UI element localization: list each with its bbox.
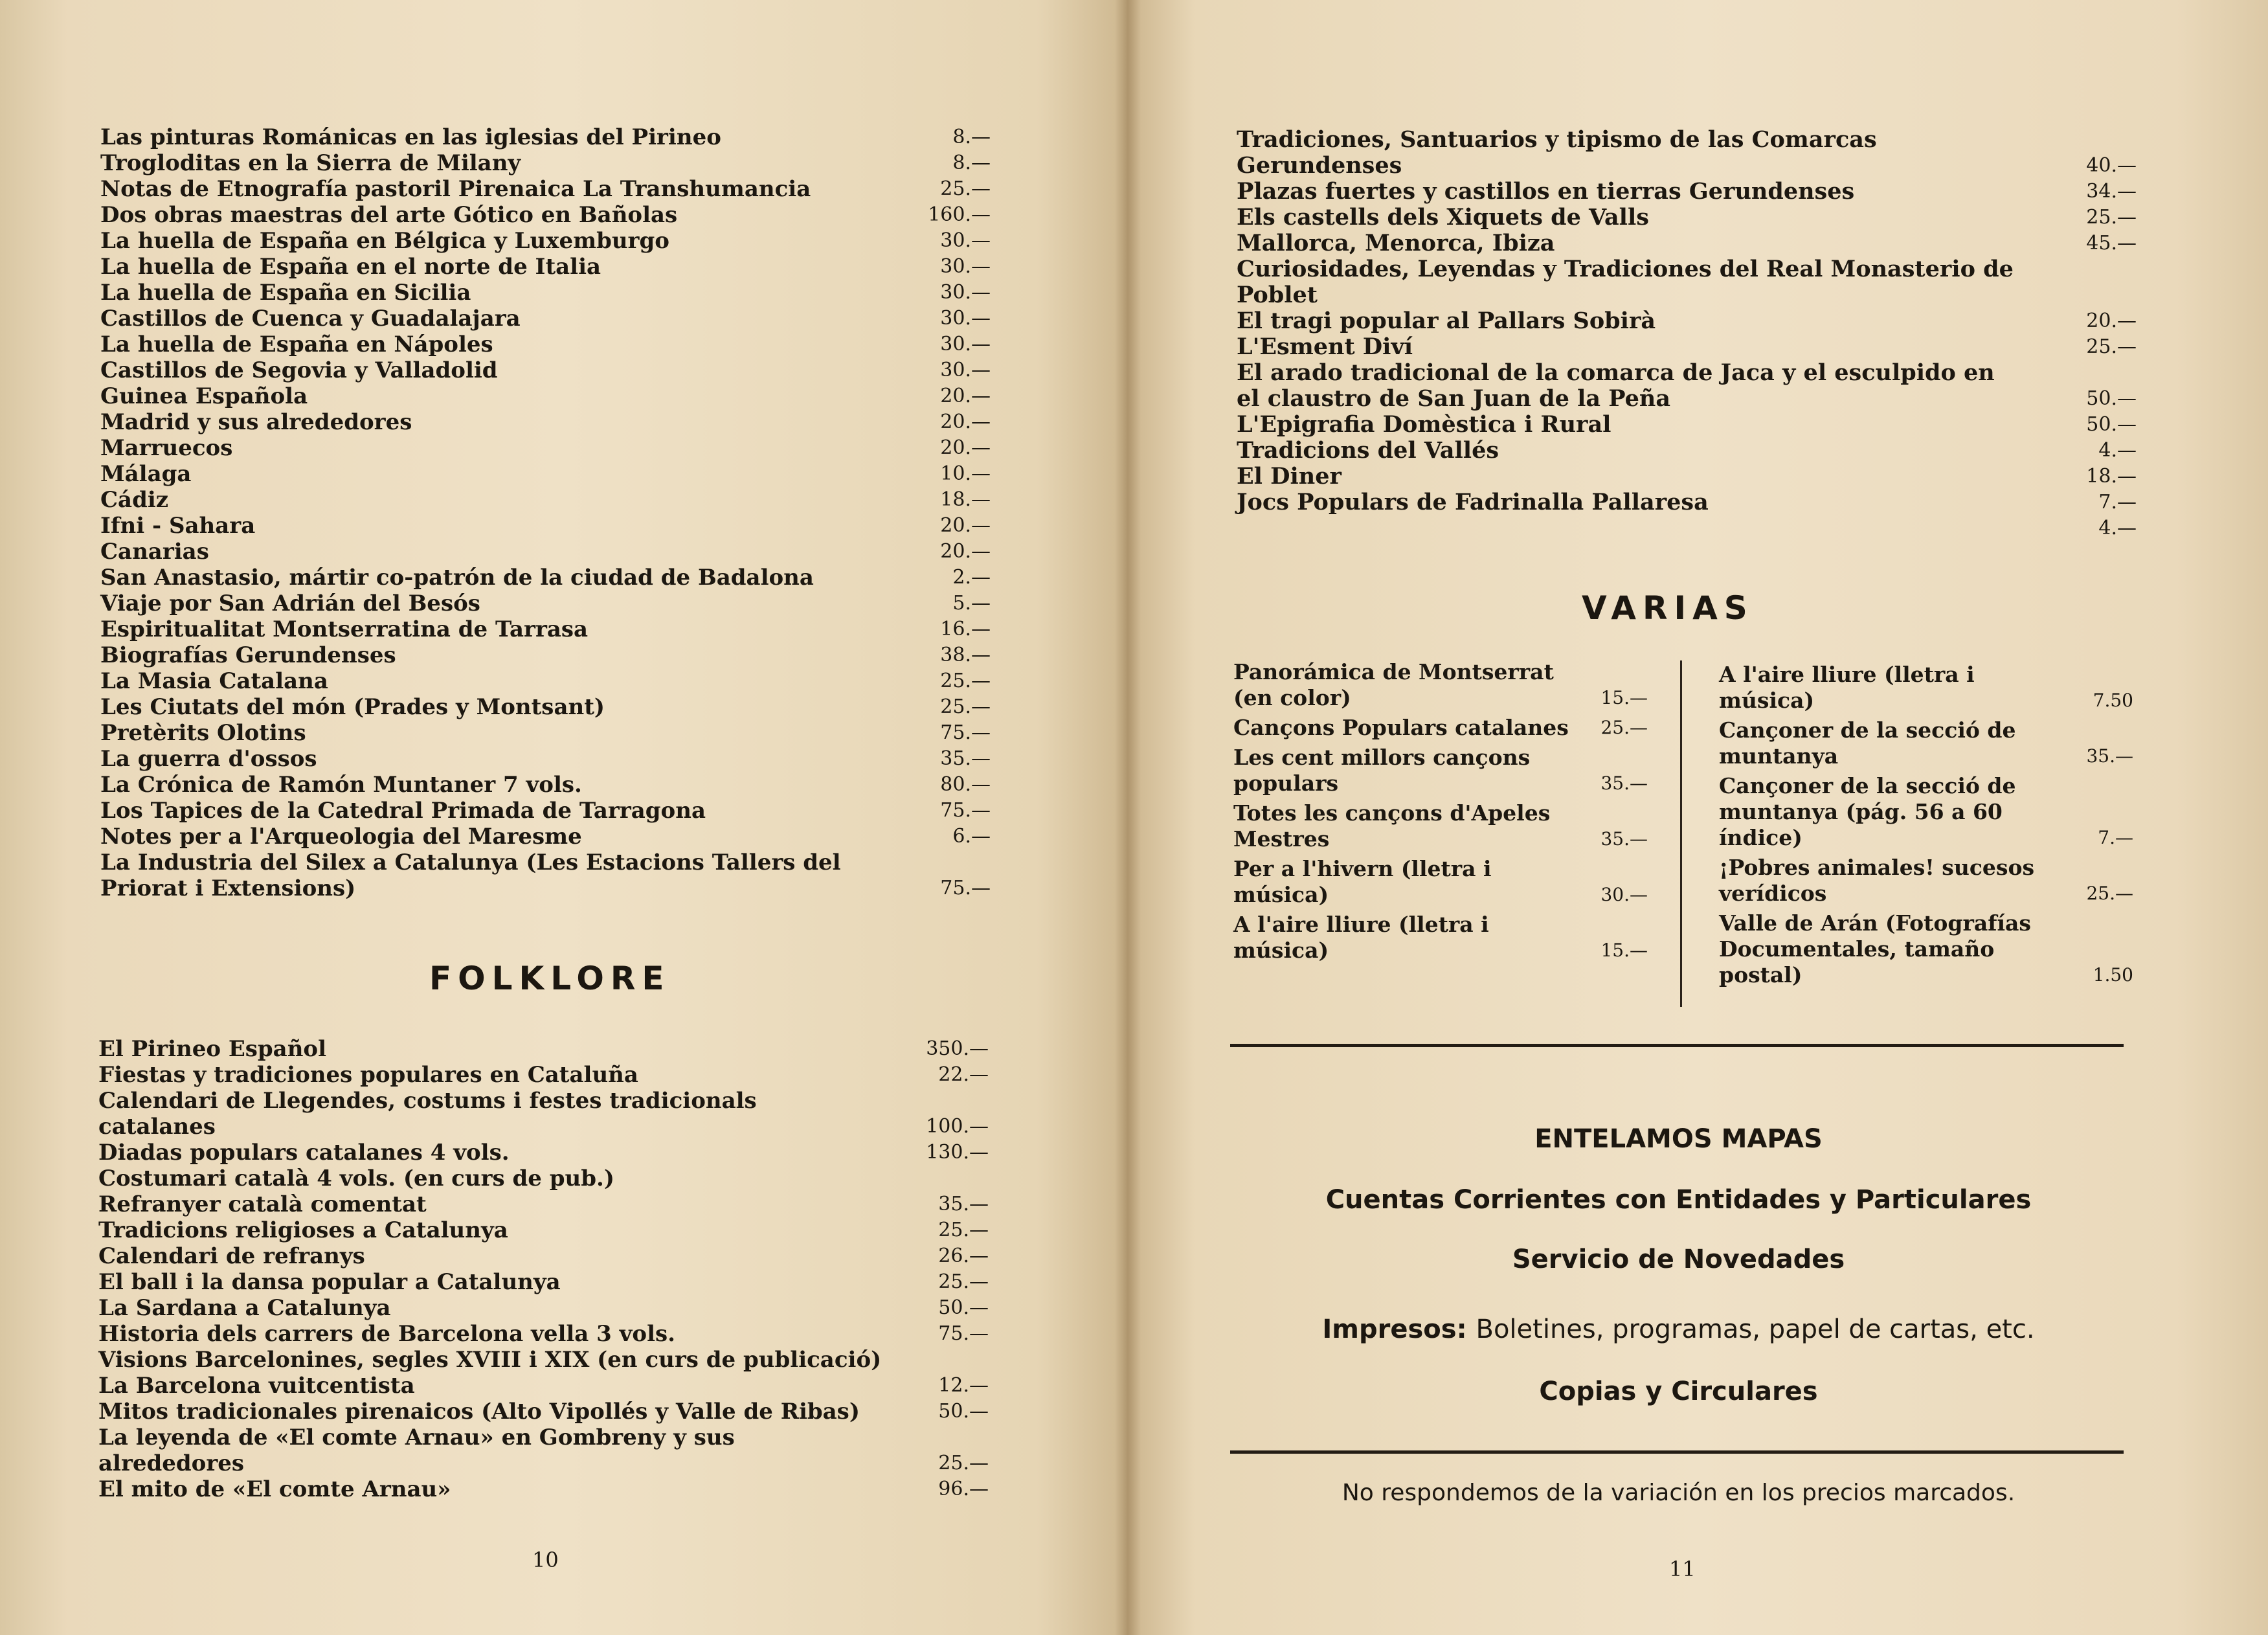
entry-title: Los Tapices de la Catedral Primada de Tarragona xyxy=(100,798,706,824)
varias-entry xyxy=(1233,715,1648,741)
entry-title: Jocs Populars de Fadrinalla Pallaresa xyxy=(1237,489,1709,515)
catalog-entry xyxy=(98,1321,989,1347)
catalog-entry xyxy=(98,1347,989,1373)
entry-price: 40.— xyxy=(2086,154,2137,177)
book-gutter xyxy=(1115,0,1141,1635)
entry-price: 30.— xyxy=(940,333,991,355)
entry-title: El tragi popular al Pallars Sobirà xyxy=(1237,308,1656,334)
entry-title: La huella de España en el norte de Italia xyxy=(100,254,601,280)
entry-price: 7.— xyxy=(2098,491,2137,513)
entry-title: Totes les cançons d'Apeles Mestres xyxy=(1233,800,1551,851)
entry-price: 25.— xyxy=(940,670,991,692)
entry-title: Viaje por San Adrián del Besós xyxy=(100,591,480,616)
entry-title: La huella de España en Nápoles xyxy=(100,332,493,357)
entry-price: 75.— xyxy=(940,877,991,899)
catalog-entry xyxy=(100,461,991,487)
entry-price: 6.— xyxy=(952,825,991,848)
catalog-entry xyxy=(100,332,991,357)
entry-price: 30.— xyxy=(940,359,991,381)
entry-price: 20.— xyxy=(2086,310,2137,332)
entry-title: Notas de Etnografía pastoril Pirenaica La Transhumancia xyxy=(100,176,811,202)
entry-price: 34.— xyxy=(2086,180,2137,203)
entry-title: La huella de España en Sicilia xyxy=(100,280,471,306)
varias-entry xyxy=(1719,910,2133,988)
entry-title: Pretèrits Olotins xyxy=(100,720,306,746)
entry-price: 20.— xyxy=(940,514,991,537)
copias-circulares-line: Copias y Circulares xyxy=(1539,1377,1818,1406)
entry-price: 26.— xyxy=(938,1245,989,1267)
entry-price: 80.— xyxy=(940,773,991,796)
entry-price: 45.— xyxy=(2086,232,2137,254)
entry-price: 160.— xyxy=(928,203,991,226)
entry-title: Mallorca, Menorca, Ibiza xyxy=(1237,230,1555,256)
catalog-entry xyxy=(98,1269,989,1295)
entry-price: 15.— xyxy=(1600,940,1648,961)
right-catalog-list xyxy=(1237,127,2137,541)
entry-title: La Masia Catalana xyxy=(100,668,328,694)
entry-price: 18.— xyxy=(2086,465,2137,488)
catalog-entry xyxy=(98,1036,989,1062)
catalog-entry xyxy=(1237,179,2137,205)
entry-price: 25.— xyxy=(940,695,991,718)
entry-price: 7.50 xyxy=(2093,690,2133,711)
varias-heading: VARIAS xyxy=(1582,589,1754,627)
entry-title: Madrid y sus alrededores xyxy=(100,409,412,435)
catalog-entry xyxy=(98,1425,989,1476)
entry-price: 20.— xyxy=(940,411,991,433)
catalog-entry xyxy=(1237,127,2137,179)
entry-price: 25.— xyxy=(938,1219,989,1241)
entry-price: 35.— xyxy=(2086,745,2133,767)
catalog-entry xyxy=(100,254,991,280)
catalog-entry xyxy=(100,565,991,591)
entry-title: El mito de «El comte Arnau» xyxy=(98,1476,451,1502)
entry-title: Ifni - Sahara xyxy=(100,513,256,539)
entry-price: 25.— xyxy=(1600,717,1648,738)
catalog-entry xyxy=(1237,256,2137,308)
entry-price: 35.— xyxy=(940,747,991,770)
entry-price: 75.— xyxy=(940,721,991,744)
entry-title: ¡Pobres animales! sucesos verídicos xyxy=(1719,855,2035,906)
servicio-novedades-line: Servicio de Novedades xyxy=(1512,1245,1845,1274)
entry-title: L'Epigrafia Domèstica i Rural xyxy=(1237,411,1611,438)
catalog-entry xyxy=(100,850,991,901)
entry-title: Els castells dels Xiquets de Valls xyxy=(1237,204,1649,231)
folklore-heading: FOLKLORE xyxy=(429,960,671,997)
entry-title: Tradicions del Vallés xyxy=(1237,437,1499,464)
entry-title: Cançoner de la secció de muntanya xyxy=(1719,717,2016,769)
varias-entry xyxy=(1719,855,2133,907)
entry-title: La leyenda de «El comte Arnau» en Gombreny y sus alrededores xyxy=(98,1425,735,1476)
varias-entry xyxy=(1233,745,1648,796)
entry-price: 35.— xyxy=(1600,828,1648,850)
folklore-catalog-list xyxy=(98,1036,989,1502)
entry-price: 18.— xyxy=(940,488,991,511)
impresos-label: Impresos: xyxy=(1322,1314,1467,1344)
catalog-entry xyxy=(98,1476,989,1502)
catalog-entry xyxy=(100,746,991,772)
catalog-entry xyxy=(100,150,991,176)
entry-price: 50.— xyxy=(938,1296,989,1319)
entry-title: La Sardana a Catalunya xyxy=(98,1295,391,1321)
catalog-entry xyxy=(100,409,991,435)
catalog-entry xyxy=(100,616,991,642)
entry-price: 35.— xyxy=(938,1193,989,1215)
right-page-number: 11 xyxy=(1669,1557,1696,1581)
catalog-entry xyxy=(100,124,991,150)
entry-price: 50.— xyxy=(2086,413,2137,436)
entry-price: 75.— xyxy=(940,799,991,822)
entry-price: 20.— xyxy=(940,540,991,563)
catalog-entry xyxy=(100,798,991,824)
catalog-entry xyxy=(100,280,991,306)
horizontal-rule-top xyxy=(1230,1044,2124,1047)
entry-price: 30.— xyxy=(940,281,991,304)
entry-price: 20.— xyxy=(940,385,991,407)
catalog-entry xyxy=(98,1373,989,1399)
catalog-entry xyxy=(98,1399,989,1425)
entry-title: A l'aire lliure (lletra i música) xyxy=(1719,662,1975,713)
entry-title: Panorámica de Montserrat (en color) xyxy=(1233,659,1554,710)
left-page-number: 10 xyxy=(532,1548,559,1572)
catalog-entry xyxy=(98,1295,989,1321)
entry-price: 25.— xyxy=(2086,883,2133,904)
entry-title: El ball i la dansa popular a Catalunya xyxy=(98,1269,561,1295)
entelamos-mapas-heading: ENTELAMOS MAPAS xyxy=(1534,1124,1823,1154)
entry-title: Costumari català 4 vols. (en curs de pub.) xyxy=(98,1166,614,1191)
entry-price: 1.50 xyxy=(2093,964,2133,986)
catalog-entry xyxy=(100,539,991,565)
catalog-entry xyxy=(100,487,991,513)
entry-price: 7.— xyxy=(2098,827,2133,848)
entry-price: 25.— xyxy=(2086,335,2137,358)
entry-title: Curiosidades, Leyendas y Tradiciones del Real Monasterio de Poblet xyxy=(1237,256,2014,308)
entry-title: El Pirineo Español xyxy=(98,1036,327,1062)
catalog-entry xyxy=(98,1088,989,1140)
catalog-entry xyxy=(98,1140,989,1166)
entry-title: A l'aire lliure (lletra i música) xyxy=(1233,912,1489,963)
catalog-entry xyxy=(1237,515,2137,541)
entry-price: 30.— xyxy=(940,255,991,278)
catalog-entry xyxy=(1237,490,2137,515)
catalog-entry xyxy=(100,435,991,461)
entry-title: Castillos de Segovia y Valladolid xyxy=(100,357,498,383)
entry-price: 5.— xyxy=(952,592,991,615)
varias-entry xyxy=(1719,773,2133,851)
varias-entry xyxy=(1233,912,1648,964)
catalog-entry xyxy=(100,176,991,202)
entry-price: 30.— xyxy=(940,229,991,252)
varias-right-column xyxy=(1719,662,2133,992)
entry-title: Diadas populars catalanes 4 vols. xyxy=(98,1140,510,1166)
entry-title: Cançons Populars catalanes xyxy=(1233,715,1569,740)
entry-title: Trogloditas en la Sierra de Milany xyxy=(100,150,521,176)
entry-price: 75.— xyxy=(938,1322,989,1345)
entry-title: La Industria del Silex a Catalunya (Les Estacions Tallers del Priorat i Extensions) xyxy=(100,850,841,901)
catalog-entry xyxy=(100,642,991,668)
entry-title: Notes per a l'Arqueologia del Maresme xyxy=(100,824,582,850)
catalog-entry xyxy=(98,1062,989,1088)
entry-price: 22.— xyxy=(938,1063,989,1086)
catalog-entry xyxy=(1237,360,2137,412)
entry-title: Cádiz xyxy=(100,487,169,513)
entry-title: Mitos tradicionales pirenaicos (Alto Vipollés y Valle de Ribas) xyxy=(98,1399,860,1425)
entry-price: 50.— xyxy=(938,1400,989,1423)
entry-title: El arado tradicional de la comarca de Jaca y el esculpido en el claustro de San Juan de la Peña xyxy=(1237,359,1995,412)
impresos-line xyxy=(1230,1314,2127,1344)
catalog-entry xyxy=(1237,205,2137,231)
catalog-entry xyxy=(1237,464,2137,490)
varias-left-column xyxy=(1233,659,1648,967)
entry-title: San Anastasio, mártir co-patrón de la ciudad de Badalona xyxy=(100,565,814,591)
entry-title: La Barcelona vuitcentista xyxy=(98,1373,415,1399)
entry-price: 350.— xyxy=(926,1037,989,1060)
catalog-entry xyxy=(100,591,991,616)
varias-entry xyxy=(1233,856,1648,908)
varias-column-divider xyxy=(1680,660,1682,1007)
entry-title: Cançoner de la secció de muntanya (pág. 56 a 60 índice) xyxy=(1719,773,2016,850)
entry-title: Fiestas y tradiciones populares en Cataluña xyxy=(98,1062,638,1088)
catalog-entry xyxy=(100,513,991,539)
catalog-entry xyxy=(98,1243,989,1269)
catalog-entry xyxy=(100,772,991,798)
entry-price: 15.— xyxy=(1600,687,1648,708)
entry-title: Per a l'hivern (lletra i música) xyxy=(1233,856,1492,907)
catalog-entry xyxy=(98,1217,989,1243)
catalog-entry xyxy=(100,824,991,850)
entry-title: El Diner xyxy=(1237,463,1342,490)
catalog-entry xyxy=(98,1191,989,1217)
entry-price: 4.— xyxy=(2098,517,2137,539)
varias-entry xyxy=(1719,717,2133,769)
entry-title: Marruecos xyxy=(100,435,233,461)
entry-price: 130.— xyxy=(926,1141,989,1164)
varias-entry xyxy=(1233,659,1648,711)
horizontal-rule-bottom xyxy=(1230,1450,2124,1454)
catalog-entry xyxy=(1237,231,2137,256)
entry-title: Dos obras maestras del arte Gótico en Bañolas xyxy=(100,202,678,228)
entry-price: 50.— xyxy=(2086,387,2137,410)
entry-title: La huella de España en Bélgica y Luxemburgo xyxy=(100,228,669,254)
entry-price: 30.— xyxy=(1600,884,1648,905)
entry-price: 25.— xyxy=(938,1452,989,1474)
entry-title: L'Esment Diví xyxy=(1237,333,1413,360)
entry-price: 10.— xyxy=(940,462,991,485)
entry-price: 100.— xyxy=(926,1115,989,1138)
entry-title: Castillos de Cuenca y Guadalajara xyxy=(100,306,521,332)
entry-price: 25.— xyxy=(2086,206,2137,229)
catalog-entry xyxy=(100,202,991,228)
catalog-entry xyxy=(100,306,991,332)
entry-title: Calendari de refranys xyxy=(98,1243,365,1269)
entry-title: Les cent millors cançons populars xyxy=(1233,745,1531,796)
left-catalog-list xyxy=(100,124,991,901)
entry-price: 35.— xyxy=(1600,772,1648,794)
catalog-entry xyxy=(1237,308,2137,334)
catalog-entry xyxy=(98,1166,989,1191)
catalog-entry xyxy=(100,383,991,409)
entry-price: 2.— xyxy=(952,566,991,589)
entry-title: La Crónica de Ramón Muntaner 7 vols. xyxy=(100,772,582,798)
varias-entry xyxy=(1233,800,1648,852)
entry-title: Visions Barcelonines, segles XVIII i XIX (en curs de publicació) xyxy=(98,1347,882,1373)
entry-title: Calendari de Llegendes, costums i festes tradicionals catalanes xyxy=(98,1088,757,1140)
catalog-entry xyxy=(100,357,991,383)
entry-price: 16.— xyxy=(940,618,991,640)
cuentas-corrientes-line: Cuentas Corrientes con Entidades y Particulares xyxy=(1325,1185,2032,1215)
catalog-entry xyxy=(1237,438,2137,464)
entry-price: 8.— xyxy=(952,126,991,148)
entry-price: 25.— xyxy=(938,1270,989,1293)
catalog-entry xyxy=(1237,412,2137,438)
entry-title: Canarias xyxy=(100,539,209,565)
entry-title: Refranyer català comentat xyxy=(98,1191,427,1217)
entry-title: Málaga xyxy=(100,461,192,487)
entry-price: 12.— xyxy=(938,1374,989,1397)
entry-title: Biografías Gerundenses xyxy=(100,642,396,668)
catalog-entry xyxy=(100,228,991,254)
entry-price: 8.— xyxy=(952,152,991,174)
price-disclaimer-note: No respondemos de la variación en los precios marcados. xyxy=(1342,1480,2015,1506)
catalog-entry xyxy=(100,694,991,720)
entry-price: 25.— xyxy=(940,177,991,200)
entry-price: 30.— xyxy=(940,307,991,330)
entry-title: Les Ciutats del món (Prades y Montsant) xyxy=(100,694,605,720)
entry-price: 20.— xyxy=(940,436,991,459)
entry-title: Las pinturas Románicas en las iglesias del Pirineo xyxy=(100,124,721,150)
entry-title: Espiritualitat Montserratina de Tarrasa xyxy=(100,616,589,642)
entry-title: Plazas fuertes y castillos en tierras Gerundenses xyxy=(1237,178,1855,205)
catalog-entry xyxy=(100,720,991,746)
catalog-entry xyxy=(100,668,991,694)
entry-title: Valle de Arán (Fotografías Documentales, tamaño postal) xyxy=(1719,910,2031,987)
entry-title: Tradiciones, Santuarios y tipismo de las Comarcas Gerundenses xyxy=(1237,126,1877,179)
entry-title: Tradicions religioses a Catalunya xyxy=(98,1217,508,1243)
entry-title: Historia dels carrers de Barcelona vella 3 vols. xyxy=(98,1321,675,1347)
entry-price: 38.— xyxy=(940,644,991,666)
varias-entry xyxy=(1719,662,2133,714)
catalog-entry xyxy=(1237,334,2137,360)
entry-price: 96.— xyxy=(938,1478,989,1500)
entry-price: 4.— xyxy=(2098,439,2137,462)
impresos-text: Boletines, programas, papel de cartas, etc. xyxy=(1476,1314,2035,1344)
entry-title: La guerra d'ossos xyxy=(100,746,317,772)
entry-title: Guinea Española xyxy=(100,383,308,409)
